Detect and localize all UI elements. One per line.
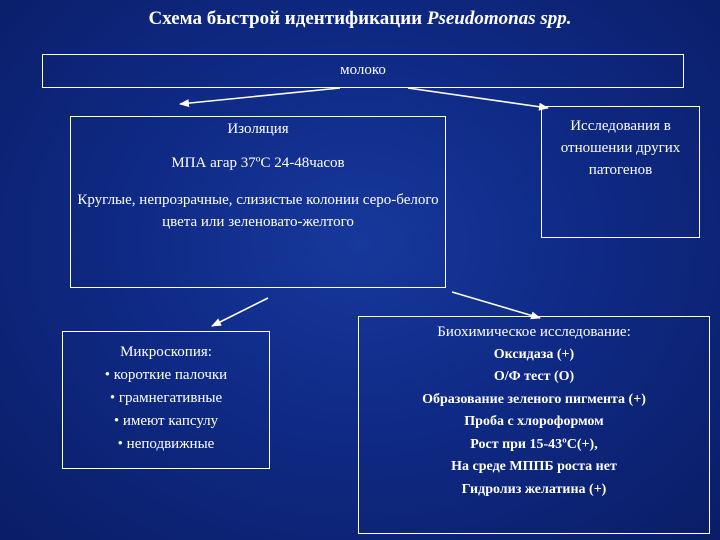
title-text: Схема быстрой идентификации (148, 8, 427, 29)
microscopy-title: Микроскопия: (120, 344, 212, 360)
microscopy-item: • неподвижные (117, 436, 215, 452)
arrow-isolation-to-biochem (452, 292, 540, 318)
biochem-test: Рост при 15-43ºС(+), (470, 436, 598, 452)
biochem-test: О/Ф тест (О) (493, 369, 575, 384)
other-pathogens-box (541, 106, 700, 238)
microscopy-item: • грамнегативные (109, 390, 223, 406)
arrow-milk-to-other (408, 88, 548, 108)
microscopy-item: • имеют капсулу (113, 413, 219, 429)
title-genus: Pseudomonas spp. (426, 8, 572, 29)
isolation-box (70, 116, 446, 288)
arrow-milk-to-isolation (180, 88, 340, 104)
milk-box (42, 54, 684, 88)
milk-label: молоко (340, 62, 386, 78)
biochem-test: Проба с хлороформом (464, 414, 604, 429)
isolation-title: Изоляция (227, 121, 289, 137)
biochem-test: Гидролиз желатина (+) (461, 481, 607, 497)
arrow-isolation-to-microscopy (212, 298, 268, 326)
biochem-box (358, 316, 710, 534)
other-pathogens-text: Исследования в отношении других патогенов (560, 118, 681, 178)
isolation-colony-description: Круглые, непрозрачные, слизистые колонии серо-белого цвета или зеленовато-желтого (77, 192, 439, 230)
biochem-test: Оксидаза (+) (493, 346, 575, 362)
biochem-test: На среде МППБ роста нет (451, 459, 617, 474)
biochem-test: Образование зеленого пигмента (+) (422, 391, 646, 407)
isolation-medium: МПА агар 37ºС 24-48часов (171, 155, 345, 171)
microscopy-box (62, 331, 270, 469)
biochem-title: Биохимическое исследование: (437, 324, 631, 340)
microscopy-item: • короткие палочки (104, 367, 228, 383)
